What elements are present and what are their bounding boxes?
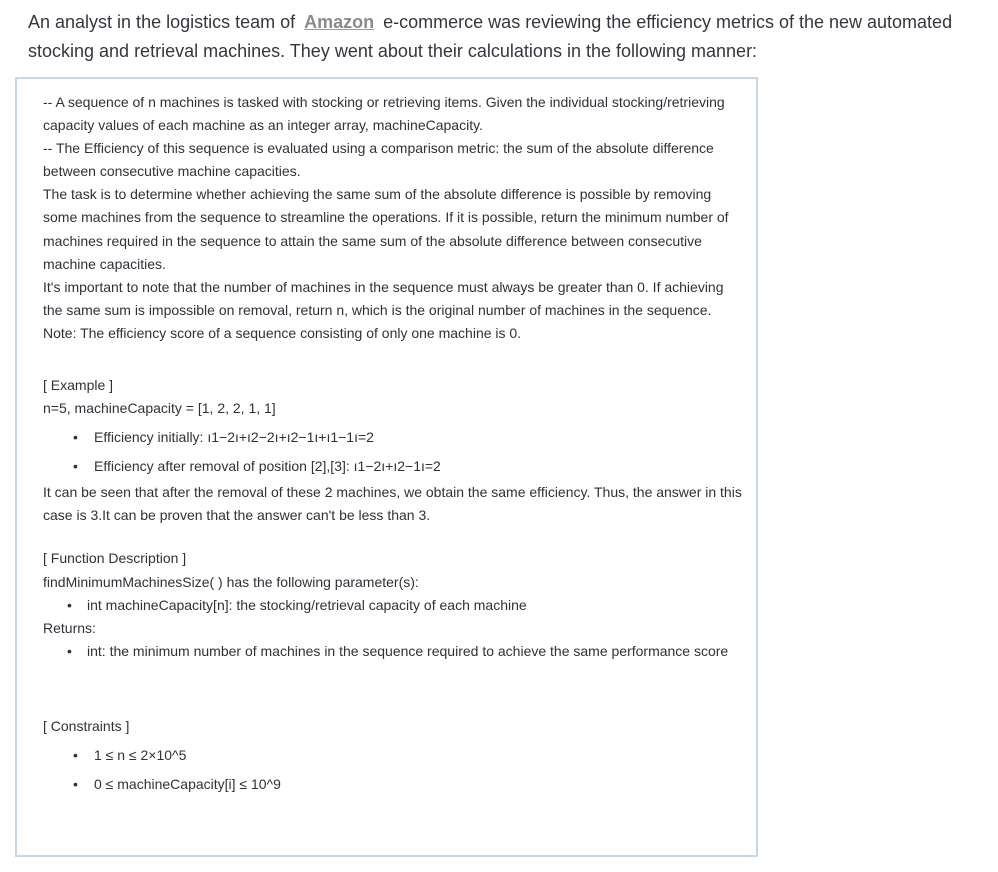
highlighted-company-name: Amazon: [300, 8, 378, 37]
constraint-text: 1 ≤ n ≤ 2×10^5: [94, 746, 187, 763]
bullet-icon: •: [73, 429, 78, 446]
list-item: [43, 594, 746, 617]
intro-before: An analyst in the logistics team of: [28, 12, 301, 32]
spacer: [43, 663, 746, 715]
bullet-icon: •: [73, 746, 78, 763]
list-item: [43, 452, 746, 481]
intro-after: e-commerce was reviewing the efficiency metrics of the new automated stocking and retrieval machines. They went about their calculations in the following manner:: [28, 12, 953, 61]
problem-paragraph-1: -- A sequence of n machines is tasked with stocking or retrieving items. Given the individual stocking/retrieving capacity values of each machine as an integer array, machineCapacity.: [43, 94, 725, 134]
constraints-heading: [ Constraints ]: [43, 717, 130, 734]
problem-paragraph-2: -- The Efficiency of this sequence is evaluated using a comparison metric: the sum of the absolute difference between consecutive machine capacities.: [43, 140, 714, 180]
constraints-list: [43, 741, 746, 799]
example-bullet-text: Efficiency after removal of position [2],[3]: ı1−2ı+ı2−1ı=2: [94, 458, 441, 475]
parameter-text: int machineCapacity[n]: the stocking/retrieval capacity of each machine: [87, 596, 527, 613]
function-signature: findMinimumMachinesSize( ) has the following parameter(s):: [43, 573, 419, 590]
problem-paragraph-5: Note: The efficiency score of a sequence consisting of only one machine is 0.: [43, 324, 522, 341]
function-description-heading: [ Function Description ]: [43, 550, 187, 567]
constraint-text: 0 ≤ machineCapacity[i] ≤ 10^9: [94, 775, 281, 792]
returns-list: [43, 640, 746, 663]
list-item: [43, 770, 746, 799]
example-explanation: It can be seen that after the removal of these 2 machines, we obtain the same efficiency. Thus, the answer in this case is 3.It can be proven that the answer can't be less than 3.: [43, 484, 742, 524]
bullet-icon: •: [73, 775, 78, 792]
parameter-list: [43, 594, 746, 617]
spacer: [43, 345, 746, 374]
spacer: [43, 527, 746, 547]
example-input: n=5, machineCapacity = [1, 2, 2, 1, 1]: [43, 400, 276, 417]
bullet-icon: •: [67, 642, 72, 659]
example-heading: [ Example ]: [43, 377, 114, 394]
example-bullet-list: [43, 423, 746, 481]
list-item: [43, 423, 746, 452]
problem-paragraph-4: It's important to note that the number of machines in the sequence must always be greater than 0. If achieving the same sum is impossible on removal, return n, which is the original number of machines in the sequence.: [43, 278, 724, 318]
bullet-icon: •: [73, 458, 78, 475]
problem-statement-box: [15, 77, 758, 857]
returns-label: Returns:: [43, 619, 96, 636]
list-item: [43, 640, 746, 663]
intro-text: [28, 8, 978, 66]
problem-paragraph-3: The task is to determine whether achieving the same sum of the absolute difference is possible by removing some machines from the sequence to streamline the operations. If it is possible, return the minimum number of machines required in the sequence to attain the same sum of the absolute difference between consecutive machine capacities.: [43, 186, 729, 272]
returns-text: int: the minimum number of machines in the sequence required to achieve the same performance score: [87, 642, 729, 659]
bullet-icon: •: [67, 596, 72, 613]
example-bullet-text: Efficiency initially: ı1−2ı+ı2−2ı+ı2−1ı+ı1−1ı=2: [94, 429, 374, 446]
list-item: [43, 741, 746, 770]
